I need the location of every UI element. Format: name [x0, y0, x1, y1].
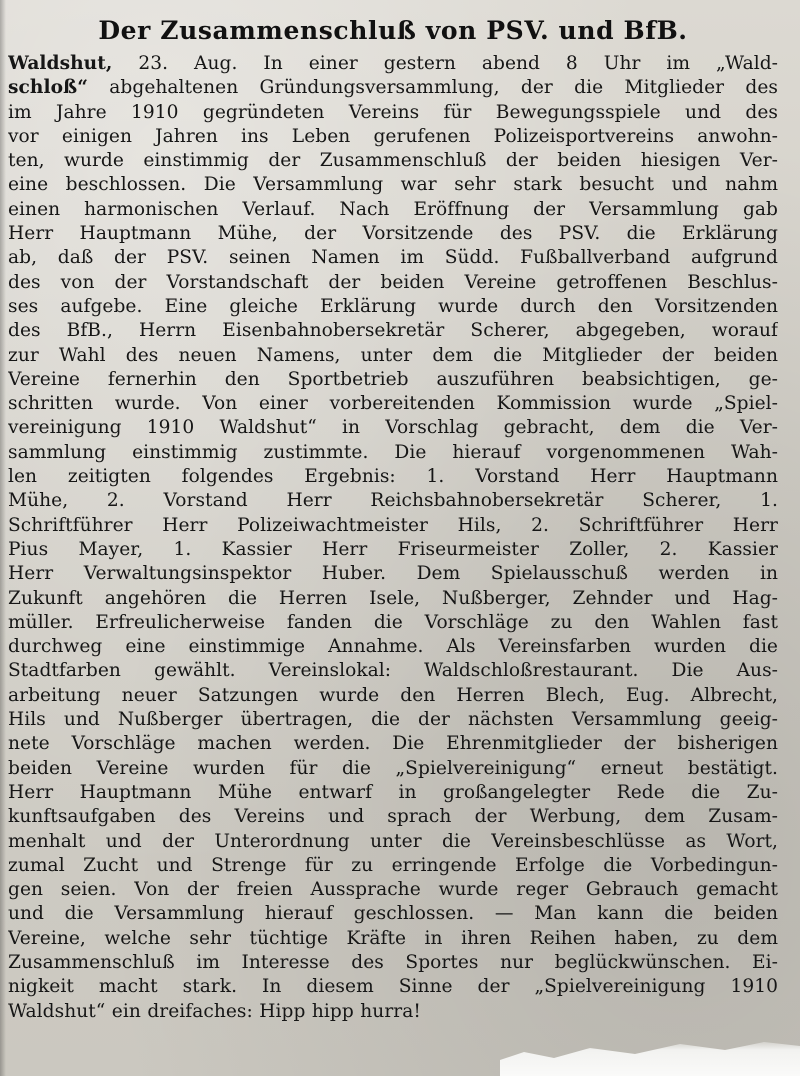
article-line-text: des von der Vorstandschaft der beiden Vereine getroffenen Beschlus- — [8, 271, 778, 293]
article-line-text: Zusammenschluß im Interesse des Sportes nur beglückwünschen. Ei- — [8, 951, 778, 973]
article-line-text: menhalt und der Unterordnung unter die Vereinsbeschlüsse as Wort, — [8, 830, 778, 852]
article-line-text: ab, daß der PSV. seinen Namen im Südd. Fußballverband aufgrund — [8, 247, 778, 269]
article-line — [8, 319, 778, 343]
article-line-text: kunftsaufgaben des Vereins und sprach der Werbung, dem Zusam- — [8, 806, 778, 828]
article-line — [8, 344, 778, 368]
article-line-text: len zeitigten folgendes Ergebnis: 1. Vorstand Herr Hauptmann — [8, 466, 778, 488]
article-line-text: 23. Aug. In einer gestern abend 8 Uhr im „Wald- — [112, 53, 778, 74]
article-line-text: einen harmonischen Verlauf. Nach Eröffnung der Versammlung gab — [8, 198, 778, 220]
article-line — [8, 757, 778, 781]
article-line-text: Herr Verwaltungsinspektor Huber. Dem Spielausschuß werden in — [8, 563, 778, 585]
article-line-text: zumal Zucht und Strenge für zu erringende Erfolge die Vorbedingun- — [8, 854, 778, 876]
article-line-text: durchweg eine einstimmige Annahme. Als Vereinsfarben wurden die — [8, 636, 778, 658]
article-line — [8, 805, 778, 829]
article-line-text: Zukunft angehören die Herren Isele, Nußberger, Zehnder und Hag- — [8, 587, 778, 609]
article-line — [8, 562, 778, 586]
article-line-text: Stadtfarben gewählt. Vereinslokal: Waldschloßrestaurant. Die Aus- — [8, 660, 778, 682]
article-line — [8, 611, 778, 635]
article-line-text: nigkeit macht stark. In diesem Sinne der „Spielvereinigung 1910 — [8, 976, 778, 998]
article-line-text: zur Wahl des neuen Namens, unter dem die Mitglieder der beiden — [8, 344, 778, 366]
article-line-text: beiden Vereine wurden für die „Spielvereinigung“ erneut bestätigt. — [8, 757, 778, 779]
article-line — [8, 416, 778, 440]
article-line — [8, 173, 778, 197]
article-line-text: müller. Erfreulicherweise fanden die Vorschläge zu den Wahlen fast — [8, 611, 778, 633]
article-line — [8, 902, 778, 926]
page-edge-shadow — [0, 0, 6, 1076]
article-line — [8, 392, 778, 416]
article-line — [8, 538, 778, 562]
article-line — [8, 222, 778, 246]
article-line-text: Herr Hauptmann Mühe, der Vorsitzende des PSV. die Erklärung — [8, 223, 778, 245]
article-line-text: Hils und Nußberger übertragen, die der nächsten Versammlung geeig- — [8, 709, 778, 731]
article-line — [8, 854, 778, 878]
article-line — [8, 271, 778, 295]
article-line — [8, 76, 778, 100]
article-line — [8, 149, 778, 173]
article-line-text: Waldshut“ ein dreifaches: Hipp hipp hurra! — [8, 1000, 421, 1022]
article-line — [8, 708, 778, 732]
article-line-text: sammlung einstimmig zustimmte. Die hierauf vorgenommenen Wah- — [8, 441, 778, 463]
article-line-text: Herr Hauptmann Mühe entwarf in großangelegter Rede die Zu- — [8, 781, 778, 803]
article-line — [8, 635, 778, 659]
article-line-text: Schriftführer Herr Polizeiwachtmeister Hils, 2. Schriftführer Herr — [8, 514, 778, 536]
article-line — [8, 975, 778, 999]
article-line-text: eine beschlossen. Die Versammlung war sehr stark besucht und nahm — [8, 174, 778, 196]
article-line-text: schritten wurde. Von einer vorbereitenden Kommission wurde „Spiel- — [8, 393, 778, 415]
article-line-text: Pius Mayer, 1. Kassier Herr Friseurmeister Zoller, 2. Kassier — [8, 538, 778, 560]
article-line — [8, 659, 778, 683]
article-line-text: ten, wurde einstimmig der Zusammenschluß der beiden hiesigen Ver- — [8, 150, 778, 172]
article-line-text: im Jahre 1910 gegründeten Vereins für Bewegungsspiele und des — [8, 101, 778, 123]
article-line — [8, 368, 778, 392]
article-line — [8, 101, 778, 125]
article-line-text: arbeitung neuer Satzungen wurde den Herren Blech, Eug. Albrecht, — [8, 684, 778, 706]
article-line — [8, 489, 778, 513]
article-line-text: Mühe, 2. Vorstand Herr Reichsbahnobersekretär Scherer, 1. — [8, 490, 778, 512]
article-line-text: ses aufgebe. Eine gleiche Erklärung wurde durch den Vorsitzenden — [8, 295, 778, 317]
article-line — [8, 927, 778, 951]
article-line — [8, 52, 778, 76]
article-line-text: Vereine fernerhin den Sportbetrieb auszuführen beabsichtigen, ge- — [8, 368, 778, 390]
article-line — [8, 125, 778, 149]
article-line — [8, 514, 778, 538]
torn-corner — [500, 1036, 800, 1076]
article-line-text: vor einigen Jahren ins Leben gerufenen Polizeisportvereins anwohn- — [8, 125, 778, 147]
dateline-lead: Waldshut, — [8, 53, 113, 74]
article-line-text: gen seien. Von der freien Aussprache wurde reger Gebrauch gemacht — [8, 879, 778, 901]
article-line — [8, 1000, 778, 1024]
article-line — [8, 830, 778, 854]
article-headline: Der Zusammenschluß von PSV. und BfB. — [98, 16, 688, 45]
article-line — [8, 878, 778, 902]
article-line — [8, 465, 778, 489]
article-line-text: nete Vorschläge machen werden. Die Ehrenmitglieder der bisherigen — [8, 733, 778, 755]
article-line — [8, 587, 778, 611]
article-line — [8, 951, 778, 975]
article-line-text: abgehaltenen Gründungsversammlung, der die Mitglieder des — [87, 77, 778, 99]
article-line-text: und die Versammlung hierauf geschlossen. — Man kann die beiden — [8, 903, 778, 925]
article-body — [8, 52, 778, 1024]
article-line — [8, 684, 778, 708]
article-line-text: Vereine, welche sehr tüchtige Kräfte in ihren Reihen haben, zu dem — [8, 927, 778, 949]
article-line-text: vereinigung 1910 Waldshut“ in Vorschlag gebracht, dem die Ver- — [8, 417, 778, 439]
article-line — [8, 198, 778, 222]
article-line — [8, 781, 778, 805]
article-line — [8, 441, 778, 465]
article-line — [8, 295, 778, 319]
dateline-lead: schloß“ — [8, 77, 88, 99]
article-line — [8, 246, 778, 270]
article-line-text: des BfB., Herrn Eisenbahnobersekretär Scherer, abgegeben, worauf — [8, 320, 778, 342]
article-line — [8, 732, 778, 756]
